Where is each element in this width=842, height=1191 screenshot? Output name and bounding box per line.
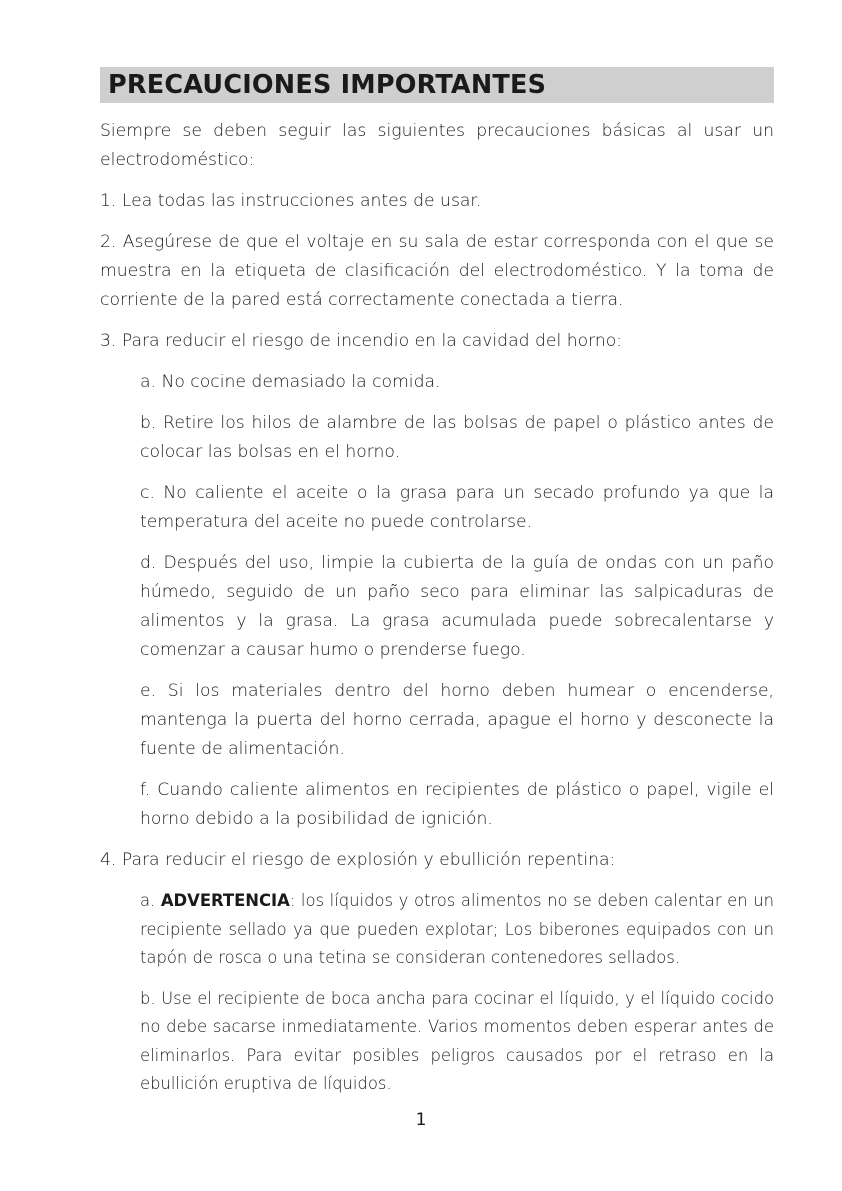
document-page [100,67,774,1111]
precaution-3a: a. No cocine demasiado la comida. [140,372,441,392]
warning-label: ADVERTENCIA [160,891,290,910]
precaution-3b: b. Retire los hilos de alambre de las bolsas de papel o plástico antes de colocar las bolsas en el horno. [140,413,774,462]
precaution-3f: f. Cuando caliente alimentos en recipientes de plástico o papel, vigile el horno debido a la posibilidad de ignición. [140,780,774,829]
precaution-4: 4. Para reducir el riesgo de explosión y ebullición repentina: [100,850,616,870]
intro-paragraph: Siempre se deben seguir las siguientes precauciones básicas al usar un electrodoméstico: [100,121,774,170]
precaution-2: 2. Asegúrese de que el voltaje en su sala de estar corresponda con el que se muestra en la etiqueta de clasificación del electrodoméstico. Y la toma de corriente de la pared está correctamente conectada a tierra. [100,232,774,310]
precaution-3: 3. Para reducir el riesgo de incendio en la cavidad del horno: [100,331,623,351]
precaution-4a-prefix: a. [140,891,161,910]
page-number: 1 [415,1110,427,1130]
precaution-3e: e. Si los materiales dentro del horno deben humear o encenderse, mantenga la puerta del horno cerrada, apague el horno y desconecte la fuente de alimentación. [140,681,774,759]
precaution-3d: d. Después del uso, limpie la cubierta de la guía de ondas con un paño húmedo, seguido de un paño seco para eliminar las salpicaduras de alimentos y la grasa. La grasa acumulada puede sobrecalentarse y comenzar a causar humo o prenderse fuego. [140,553,774,660]
page-title: PRECAUCIONES IMPORTANTES [100,67,774,103]
precaution-4a-text: : los líquidos y otros alimentos no se deben calentar en un recipiente sellado ya que pueden explotar; Los biberones equipados con un tapón de rosca o una tetina se consideran contenedores sellados. [140,891,774,967]
precaution-3c: c. No caliente el aceite o la grasa para un secado profundo ya que la temperatura del aceite no puede controlarse. [140,483,774,532]
precaution-4b: b. Use el recipiente de boca ancha para cocinar el líquido, y el líquido cocido no debe sacarse inmediatamente. Varios momentos deben esperar antes de eliminarlos. Para evitar posibles peligros causados por el retraso en la ebullición eruptiva de líquidos. [140,988,774,1093]
precaution-4a [140,887,774,973]
precaution-1: 1. Lea todas las instrucciones antes de usar. [100,191,482,211]
